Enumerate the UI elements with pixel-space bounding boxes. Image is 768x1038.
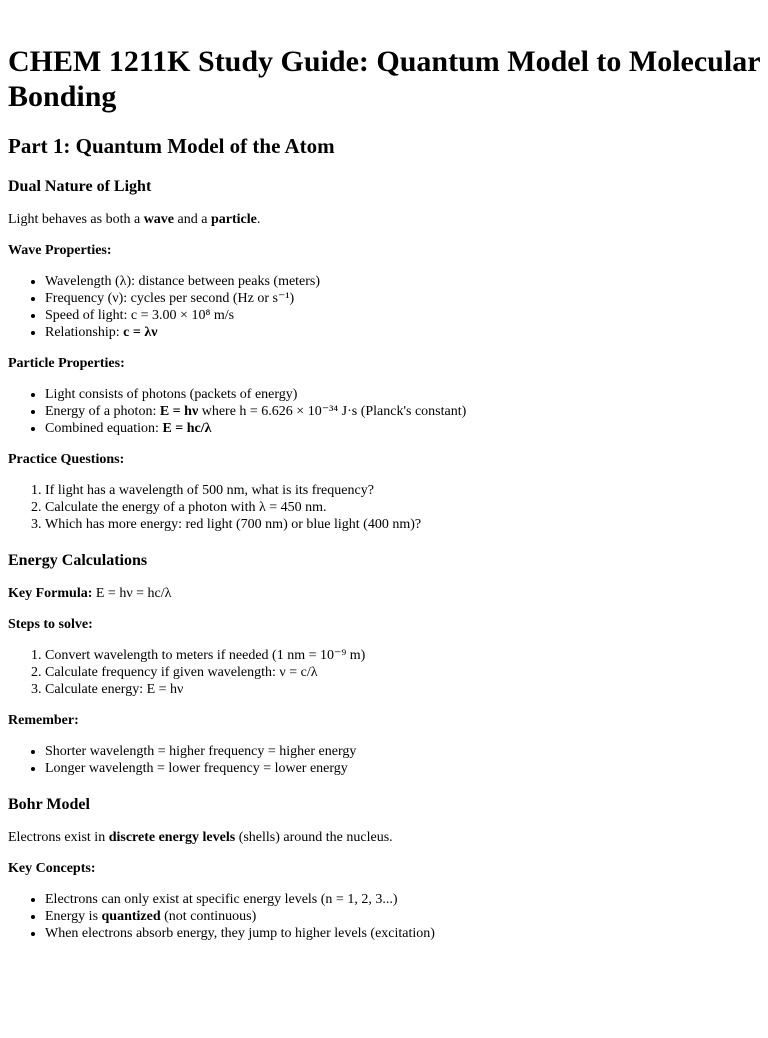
list-item: 3. Which has more energy: red light (700 nm) or blue light (400 nm)?	[45, 516, 760, 533]
list-item: • Wavelength (λ): distance between peaks (meters)	[45, 273, 760, 290]
list-item: 1. If light has a wavelength of 500 nm, what is its frequency?	[45, 482, 760, 499]
list-item: • Electrons can only exist at specific energy levels (n = 1, 2, 3...)	[45, 891, 760, 908]
list-item: • Light consists of photons (packets of energy)	[45, 386, 760, 403]
key-formula: Key Formula: E = hν = hc/λ	[8, 586, 172, 601]
list-item: • When electrons absorb energy, they jump to higher levels (excitation)	[45, 925, 760, 942]
key-concepts-list	[8, 891, 760, 942]
list-item: • Relationship: c = λν	[45, 324, 760, 341]
page-title: CHEM 1211K Study Guide: Quantum Model to Molecular Bonding	[8, 45, 760, 113]
dual-nature-heading: Dual Nature of Light	[8, 178, 152, 195]
energy-calculations-heading: Energy Calculations	[8, 552, 148, 569]
steps-list	[8, 647, 760, 698]
list-item: 3. Calculate energy: E = hν	[45, 681, 760, 698]
remember-list	[8, 743, 760, 777]
key-concepts-label: Key Concepts:	[8, 861, 96, 876]
list-item: • Frequency (ν): cycles per second (Hz or s⁻¹)	[45, 290, 760, 307]
list-item: • Combined equation: E = hc/λ	[45, 420, 760, 437]
list-item: • Longer wavelength = lower frequency = lower energy	[45, 760, 760, 777]
list-item: 2. Calculate frequency if given wavelength: ν = c/λ	[45, 664, 760, 681]
practice-questions-list	[8, 482, 760, 533]
steps-label: Steps to solve:	[8, 617, 93, 632]
study-guide-page	[0, 44, 768, 942]
wave-properties-label: Wave Properties:	[8, 243, 112, 258]
part1-heading: Part 1: Quantum Model of the Atom	[8, 134, 335, 158]
list-item: • Shorter wavelength = higher frequency = higher energy	[45, 743, 760, 760]
particle-properties-label: Particle Properties:	[8, 356, 125, 371]
list-item: 2. Calculate the energy of a photon with λ = 450 nm.	[45, 499, 760, 516]
list-item: • Energy of a photon: E = hν where h = 6.626 × 10⁻³⁴ J·s (Planck's constant)	[45, 403, 760, 420]
list-item: • Energy is quantized (not continuous)	[45, 908, 760, 925]
wave-properties-list	[8, 273, 760, 341]
list-item: • Speed of light: c = 3.00 × 10⁸ m/s	[45, 307, 760, 324]
list-item: 1. Convert wavelength to meters if needed (1 nm = 10⁻⁹ m)	[45, 647, 760, 664]
dual-nature-intro: Light behaves as both a wave and a particle.	[8, 212, 261, 227]
practice-questions-label: Practice Questions:	[8, 452, 125, 467]
particle-properties-list	[8, 386, 760, 437]
bohr-model-heading: Bohr Model	[8, 796, 90, 813]
bohr-intro: Electrons exist in discrete energy levels (shells) around the nucleus.	[8, 830, 393, 845]
remember-label: Remember:	[8, 713, 79, 728]
